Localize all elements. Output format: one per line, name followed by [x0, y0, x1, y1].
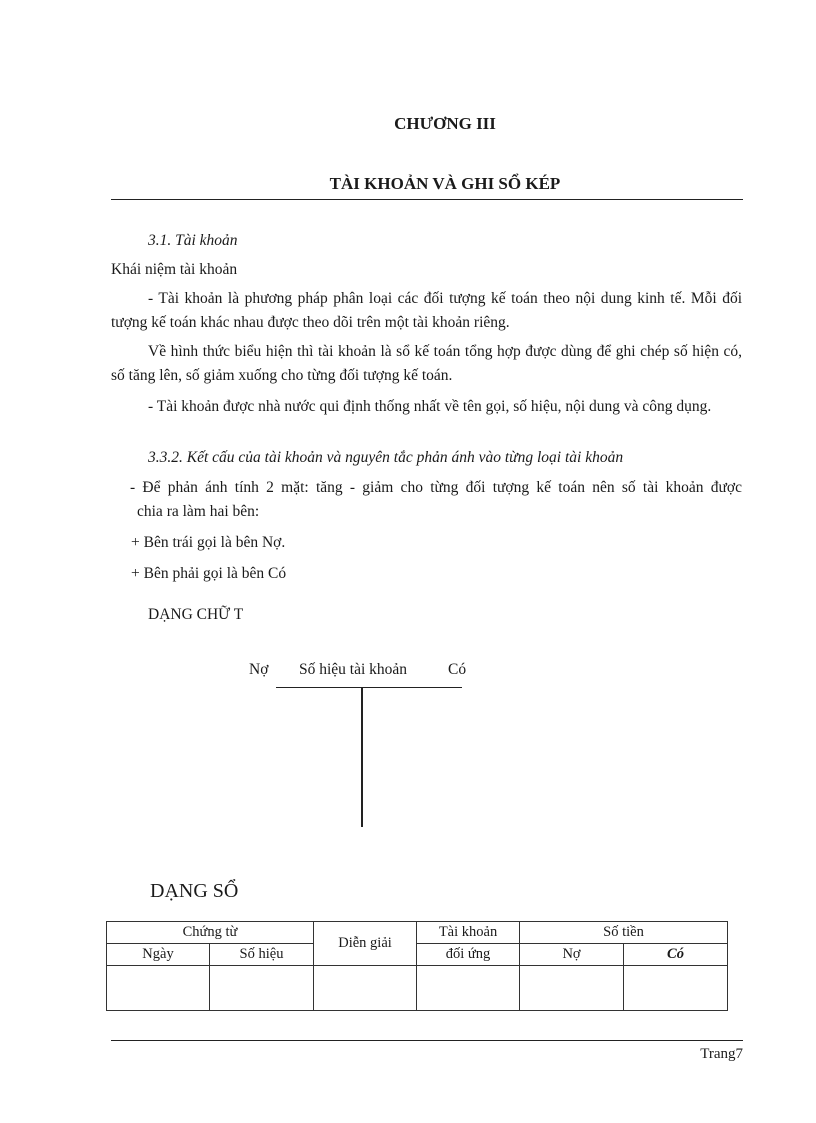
t-credit-label: Có [448, 661, 467, 678]
description-header: Diễn giải [314, 922, 417, 966]
voucher-number-header: Số hiệu [210, 944, 314, 966]
credit-header: Có [624, 944, 728, 966]
structure-intro-line1: - Để phản ánh tính 2 mặt: tăng - giảm cho từng đối tượng kế toán nên số tài khoản được [130, 479, 742, 496]
concept-label: Khái niệm tài khoản [111, 261, 238, 278]
paragraph-3: - Tài khoản được nhà nước qui định thống nhất về tên gọi, số hiệu, nội dung và công dụng. [148, 398, 712, 415]
paragraph-2: Về hình thức biểu hiện thì tài khoản là sổ kế toán tổng hợp được dùng để ghi chép số hiện có, số tăng lên, số giảm xuống cho từng đối tượng kế toán. [111, 343, 742, 384]
ledger-subheader-row [107, 944, 728, 966]
table-cell [314, 966, 417, 1011]
table-cell [624, 966, 728, 1011]
contra-account-header-line1: Tài khoản [417, 922, 520, 944]
ledger-header-row [107, 922, 728, 944]
contra-account-header-line2: đối ứng [417, 944, 520, 966]
paragraph-1: - Tài khoản là phương pháp phân loại các đối tượng kế toán theo nội dung kinh tế. Mỗi đối tượng kế toán khác nhau được theo dõi trên một tài khoản riêng. [111, 290, 742, 331]
left-side-rule: + Bên trái gọi là bên Nợ. [131, 534, 286, 551]
structure-heading: 3.3.2. Kết cấu của tài khoản và nguyên tắc phản ánh vào từng loại tài khoản [148, 449, 624, 466]
table-cell [210, 966, 314, 1011]
ledger-table [106, 921, 728, 1011]
table-cell [417, 966, 520, 1011]
ledger-empty-row [107, 966, 728, 1011]
structure-intro-line2: chia ra làm hai bên: [137, 503, 260, 520]
title-rule [111, 199, 743, 200]
table-cell [520, 966, 624, 1011]
chapter-title: TÀI KHOẢN VÀ GHI SỔ KÉP [329, 174, 561, 193]
table-cell [107, 966, 210, 1011]
t-account-number-label: Số hiệu tài khoản [299, 661, 408, 678]
voucher-header: Chứng từ [107, 922, 314, 944]
t-debit-label: Nợ [249, 661, 269, 678]
amount-header: Số tiền [520, 922, 728, 944]
t-account-vertical-line [361, 687, 363, 827]
section-heading: 3.1. Tài khoản [148, 232, 238, 249]
right-side-rule: + Bên phải gọi là bên Có [131, 565, 287, 582]
page-number: Trang7 [700, 1046, 743, 1062]
footer-rule [111, 1040, 743, 1041]
t-account-horizontal-line [276, 687, 462, 688]
chapter-heading: CHƯƠNG III [394, 114, 496, 133]
ledger-form-label: DẠNG SỔ [150, 880, 239, 902]
debit-header: Nợ [520, 944, 624, 966]
date-header: Ngày [107, 944, 210, 966]
t-account-label: DẠNG CHỮ T [148, 606, 244, 623]
